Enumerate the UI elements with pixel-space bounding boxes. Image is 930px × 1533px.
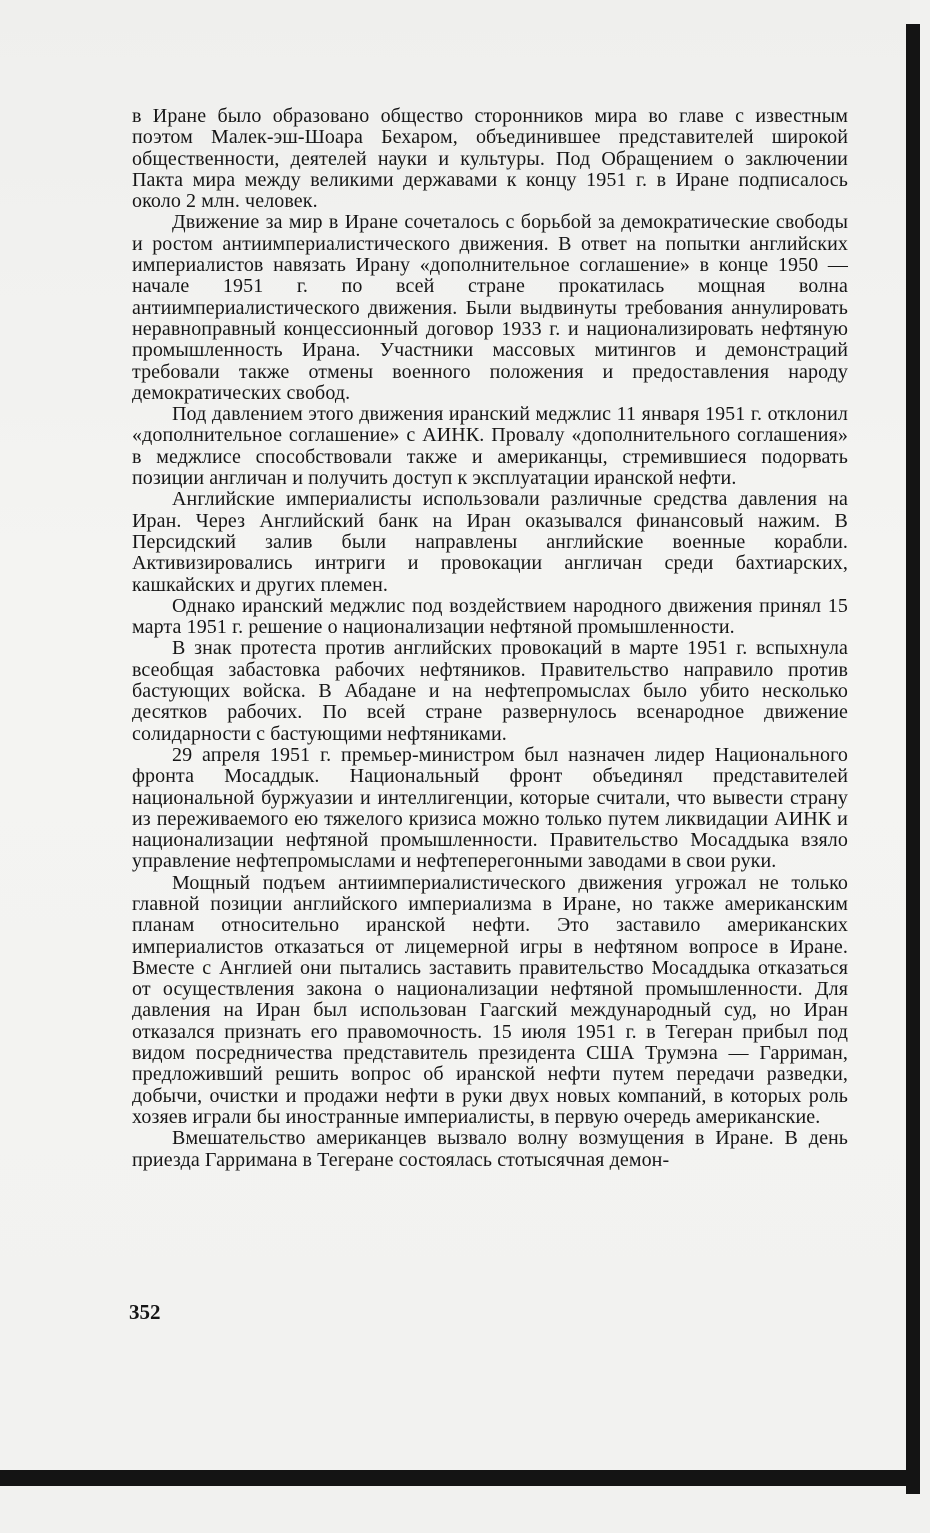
paragraph-8: Мощный подъем антиимпериалистического движения угрожал не только главной позиции английского империализма в Иране, но также американским планам относительно иранской нефти. Это заставило американских империалистов отказаться от лицемерной игры в нефтяном вопросе в Иране. Вместе с Англией они пытались заставить правительство Мосаддыка отказаться от осуществления закона о национализации нефтяной промышленности. Для давления на Иран был использован Гаагский международный суд, но Иран отказался признать его правомочность. 15 июля 1951 г. в Тегеран прибыл под видом посредничества представитель президента США Трумэна — Гарриман, предложивший решить вопрос об иранской нефти путем передачи разведки, добычи, очистки и продажи нефти в руки двух новых компаний, в которых роль хозяев играли бы иностранные империалисты, в первую очередь американские.	[132, 871, 848, 1128]
paragraph-3: Под давлением этого движения иранский меджлис 11 января 1951 г. отклонил «дополнительное соглашение» с АИНК. Провалу «дополнительного соглашения» в меджлисе способствовали также и американцы, стремившиеся подорвать позиции англичан и получить доступ к эксплуатации иранской нефти.	[132, 403, 848, 490]
paragraph-4: Английские империалисты использовали различные средства давления на Иран. Через Английский банк на Иран оказывался финансовый нажим. В Персидский залив были направлены английские военные корабли. Активизировались интриги и провокации англичан среди бахтиарских, кашкайских и других племен.	[132, 488, 848, 596]
paragraph-7: 29 апреля 1951 г. премьер-министром был назначен лидер Национального фронта Мосаддык. Национальный фронт объединял представителей национальной буржуазии и интеллигенции, которые считали, что вывести страну из переживаемого ею тяжелого кризиса можно только путем ликвидации АИНК и национализации нефтяной промышленности. Правительство Мосаддыка взяло управление нефтепромыслами и нефтеперегонными заводами в свои руки.	[132, 743, 848, 873]
paragraph-6: В знак протеста против английских провокаций в марте 1951 г. вспыхнула всеобщая забастовка рабочих нефтяников. Правительство направило против бастующих войска. В Абадане и на нефтепромыслах было убито несколько десятков рабочих. По всей стране развернулось всенародное движение солидарности с бастующими нефтяниками.	[132, 637, 848, 745]
page-number: 352	[129, 1300, 161, 1324]
paragraph-1: в Иране было образовано общество сторонников мира во главе с известным поэтом Малек-эш-Шоара Бехаром, объединившее представителей широкой общественности, деятелей науки и культуры. Под Обращением о заключении Пакта мира между великими державами к концу 1951 г. в Иране подписалось около 2 млн. человек.	[132, 105, 848, 213]
text-column	[132, 106, 848, 1171]
paragraph-2: Движение за мир в Иране сочеталось с борьбой за демократические свободы и ростом антиимпериалистического движения. В ответ на попытки английских империалистов навязать Ирану «дополнительное соглашение» в конце 1950 — начале 1951 г. по всей стране прокатилась мощная волна антиимпериалистического движения. Были выдвинуты требования аннулировать неравноправный концессионный договор 1933 г. и национализировать нефтяную промышленность Ирана. Участники массовых митингов и демонстраций требовали также отмены военного положения и предоставления народу демократических свобод.	[132, 211, 848, 404]
paragraph-9: Вмешательство американцев вызвало волну возмущения в Иране. В день приезда Гарримана в Тегеране состоялась стотысячная демон-	[132, 1127, 848, 1171]
scan-edge-right	[906, 24, 920, 1494]
scan-edge-bottom	[0, 1470, 920, 1486]
paragraph-5: Однако иранский меджлис под воздействием народного движения принял 15 марта 1951 г. решение о национализации нефтяной промышленности.	[132, 594, 848, 639]
